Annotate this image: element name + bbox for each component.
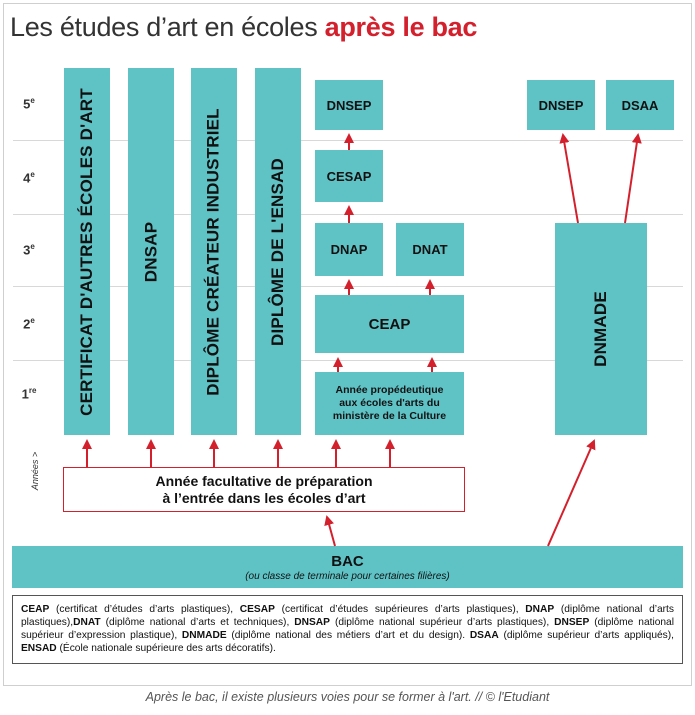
dnsep-applied-box: DNSEP xyxy=(527,80,595,130)
bac-label: BAC xyxy=(331,552,364,570)
arrow-bac-to-prep xyxy=(327,517,335,546)
abbreviation-legend: CEAP (certificat d’études d’arts plastiques), CESAP (certificat d’études supérieures d’arts plastiques), DNAP (diplôme national d’arts plastiques),DNAT (diplôme national d’arts et techniques), DNSAP (diplôme national supérieur d’arts plastiques), DNSEP (diplôme national supérieur d’expression plastique), DNMADE (diplôme national des métiers d’art et du design). DSAA (diplôme supérieur d’arts appliqués), ENSAD (École nationale supérieure des arts décoratifs). xyxy=(12,595,683,664)
bac-sublabel: (ou classe de terminale pour certaines filières) xyxy=(245,570,450,582)
ceap-box: CEAP xyxy=(315,295,464,353)
dnmade-box: DNMADE xyxy=(555,223,647,435)
dnap-box: DNAP xyxy=(315,223,383,276)
years-axis-label: Années > xyxy=(30,451,41,491)
annee-propedeutique-box: Année propédeutique aux écoles d'arts du ministère de la Culture xyxy=(315,372,464,435)
title-main: Les études d’art en écoles xyxy=(10,12,318,42)
year-label-4: 4e xyxy=(23,170,35,186)
arrow-bac-to-dnmade xyxy=(548,441,594,546)
year-label-2: 2e xyxy=(23,316,35,332)
dsaa-box: DSAA xyxy=(606,80,674,130)
image-caption: Après le bac, il existe plusieurs voies pour se former à l'art. // © l'Etudiant xyxy=(145,690,550,704)
dnsap-box: DNSAP xyxy=(128,68,174,435)
annee-facultative-box: Année facultative de préparation à l’entrée dans les écoles d’art xyxy=(63,467,465,512)
diplome-createur-industriel-box: DIPLÔME CRÉATEUR INDUSTRIEL xyxy=(191,68,237,435)
certificat-autres-ecoles-box: CERTIFICAT D'AUTRES ÉCOLES D'ART xyxy=(64,68,110,435)
cesap-box: CESAP xyxy=(315,150,383,202)
year-label-5: 5e xyxy=(23,96,35,112)
year-label-3: 3e xyxy=(23,242,35,258)
diplome-ensad-box: DIPLÔME DE L'ENSAD xyxy=(255,68,301,435)
arrow-dnmade-to-dnsep xyxy=(563,135,578,223)
year-label-1: 1re xyxy=(21,386,37,402)
arrow-dnmade-to-dsaa xyxy=(625,135,638,223)
dnat-box: DNAT xyxy=(396,223,464,276)
dnsep-culture-box: DNSEP xyxy=(315,80,383,130)
title-accent: après le bac xyxy=(324,12,478,42)
